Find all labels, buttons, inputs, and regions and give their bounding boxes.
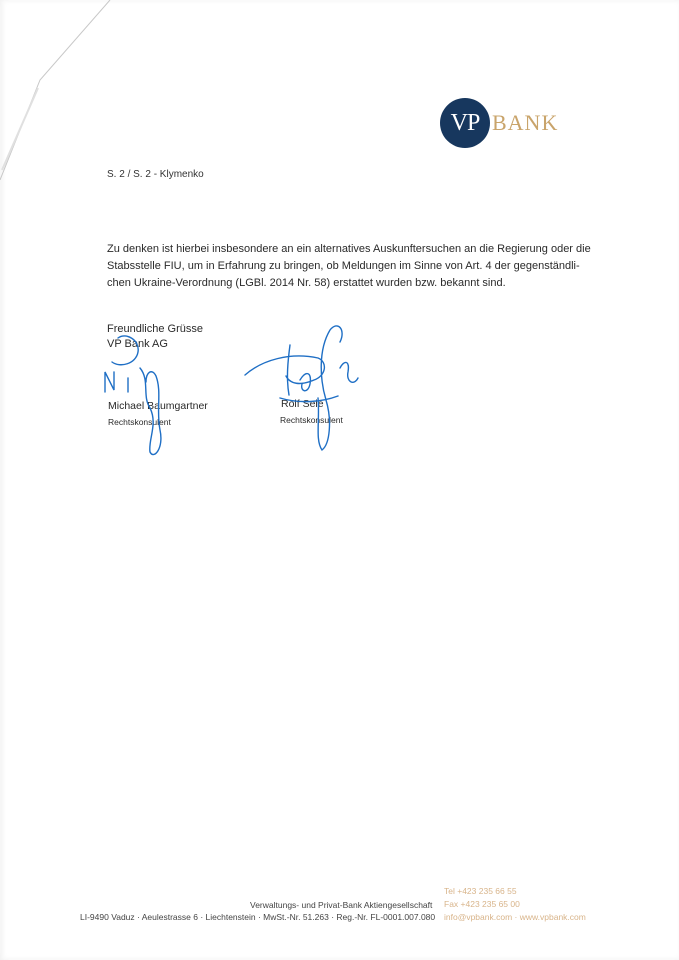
footer-company-name: Verwaltungs- und Privat-Bank Aktiengesellschaft	[250, 900, 433, 910]
logo-word: BANK	[492, 110, 559, 135]
scan-corner-fold	[0, 0, 120, 180]
letter-body	[107, 241, 591, 292]
body-line: Stabsstelle FIU, um in Erfahrung zu bringen, ob Meldungen im Sinne von Art. 4 der gegenständli-	[107, 260, 580, 272]
signatory-name: Rolf Sele	[281, 398, 324, 410]
vp-bank-logo	[440, 98, 558, 148]
signatory-name: Michael Baumgartner	[108, 400, 208, 412]
closing-block	[107, 322, 203, 352]
logo-mark: VP	[440, 98, 490, 148]
footer-address: LI-9490 Vaduz · Aeulestrasse 6 · Liechtenstein · MwSt.-Nr. 51.263 · Reg.-Nr. FL-0001.007.080	[80, 912, 436, 922]
footer-web: info@vpbank.com · www.vpbank.com	[444, 912, 586, 922]
closing-greeting: Freundliche Grüsse	[107, 323, 203, 335]
closing-company: VP Bank AG	[107, 338, 168, 350]
body-line: chen Ukraine-Verordnung (LGBl. 2014 Nr. 58) erstattet wurden bzw. bekannt sind.	[107, 277, 506, 289]
signatory-title: Rechtskonsulent	[280, 415, 343, 425]
footer-tel: Tel +423 235 66 55	[444, 886, 517, 896]
signature-baumgartner	[105, 336, 161, 455]
page-reference: S. 2 / S. 2 - Klymenko	[107, 169, 204, 180]
footer-fax: Fax +423 235 65 00	[444, 899, 520, 909]
body-line: Zu denken ist hierbei insbesondere an ein alternatives Auskunftersuchen an die Regierung oder die	[107, 243, 591, 255]
signature-sele	[245, 326, 358, 450]
signatory-title: Rechtskonsulent	[108, 417, 171, 427]
